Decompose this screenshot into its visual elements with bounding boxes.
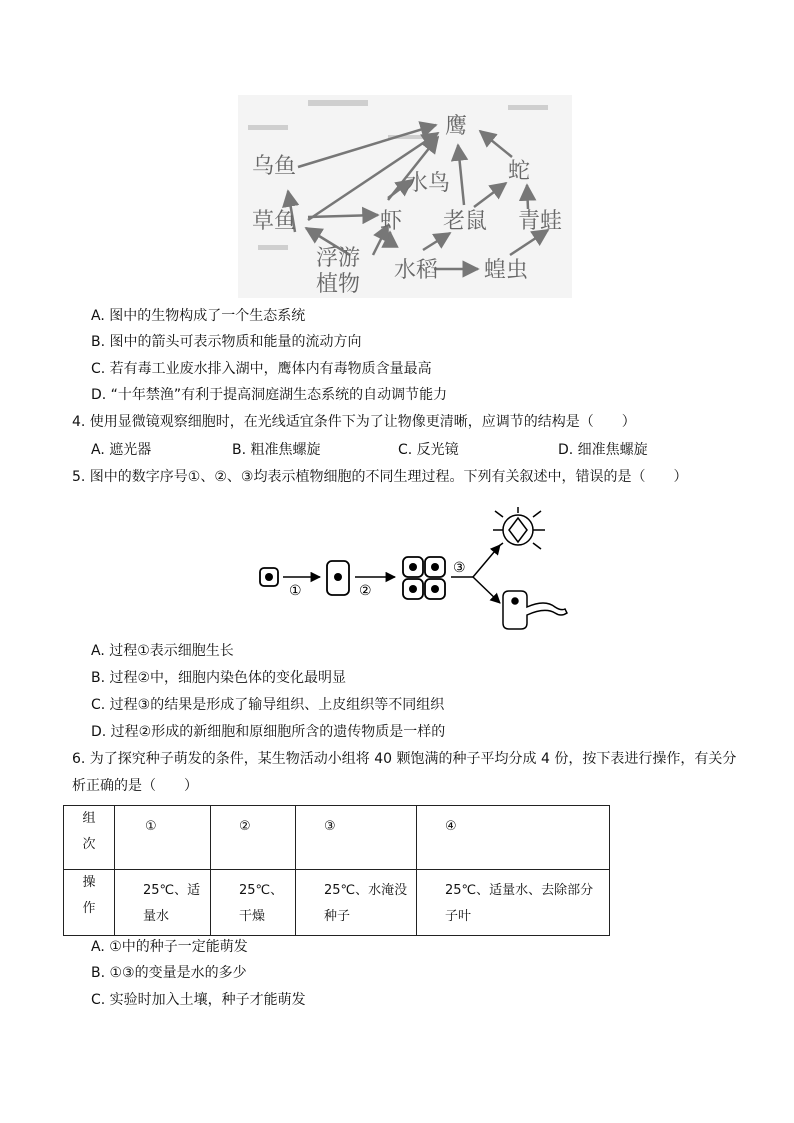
process-label-3: ③ — [453, 560, 466, 576]
experiment-table — [63, 805, 610, 936]
node-fuyou-2: 植物 — [316, 272, 361, 297]
q4-option-c: C. 反光镜 — [398, 442, 459, 458]
node-qingwa: 青蛙 — [518, 209, 563, 234]
table-header-cell: 组 次 — [64, 806, 115, 870]
table-cell: ③ — [296, 806, 417, 870]
q6-stem-line1: 6. 为了探究种子萌发的条件，某生物活动小组将 40 颗饱满的种子平均分成 4 份，按下表进行操作，有关分 — [72, 751, 737, 767]
q6-option-c: C. 实验时加入土壤，种子才能萌发 — [91, 992, 306, 1008]
q4-stem: 4. 使用显微镜观察细胞时，在光线适宜条件下为了让物像更清晰，应调节的结构是（ ） — [72, 414, 636, 430]
table-row-operations — [64, 870, 610, 936]
table-cell: 25℃、适量水、去除部分 子叶 — [417, 870, 610, 936]
q6-option-b: B. ①③的变量是水的多少 — [91, 965, 247, 981]
node-huangchong: 蝗虫 — [484, 258, 529, 283]
table-cell: ② — [211, 806, 296, 870]
node-wuyu: 乌鱼 — [252, 154, 297, 179]
node-fuyou-1: 浮游 — [316, 246, 361, 271]
table-cell: 25℃、 干燥 — [211, 870, 296, 936]
table-cell: ④ — [417, 806, 610, 870]
q3-option-d: D. “十年禁渔”有利于提高洞庭湖生态系统的自动调节能力 — [91, 387, 448, 403]
table-cell: 25℃、适 量水 — [115, 870, 211, 936]
process-label-2: ② — [359, 583, 372, 599]
q6-stem-line2: 析正确的是（ ） — [72, 778, 198, 794]
cell-process-diagram — [255, 505, 575, 635]
q3-option-a: A. 图中的生物构成了一个生态系统 — [91, 308, 306, 324]
node-she: 蛇 — [508, 159, 531, 184]
q5-option-d: D. 过程②形成的新细胞和原细胞所含的遗传物质是一样的 — [91, 724, 446, 740]
table-cell: ① — [115, 806, 211, 870]
q6-option-a: A. ①中的种子一定能萌发 — [91, 939, 248, 955]
epidermal-tissue-icon — [493, 507, 545, 549]
node-laoshu: 老鼠 — [443, 209, 488, 234]
q5-stem: 5. 图中的数字序号①、②、③均表示植物细胞的不同生理过程。下列有关叙述中，错误的是（ ） — [72, 469, 688, 485]
process-label-1: ① — [289, 583, 302, 599]
divided-cells — [403, 557, 445, 599]
node-shuiniao: 水鸟 — [406, 171, 451, 196]
q3-option-c: C. 若有毒工业废水排入湖中，鹰体内有毒物质含量最高 — [91, 361, 432, 377]
q3-option-b: B. 图中的箭头可表示物质和能量的流动方向 — [91, 334, 362, 350]
node-caoyu: 草鱼 — [252, 209, 297, 234]
q5-option-a: A. 过程①表示细胞生长 — [91, 643, 234, 659]
table-row-groups — [64, 806, 610, 870]
node-xia: 虾 — [380, 209, 403, 234]
q4-option-a: A. 遮光器 — [91, 442, 152, 458]
root-hair-cell-icon — [503, 591, 567, 629]
q5-option-c: C. 过程③的结果是形成了输导组织、上皮组织等不同组织 — [91, 697, 445, 713]
table-header-cell: 操 作 — [64, 870, 115, 936]
node-ying: 鹰 — [445, 114, 468, 139]
table-cell: 25℃、水淹没 种子 — [296, 870, 417, 936]
node-shuidao: 水稻 — [394, 258, 439, 283]
food-web-figure — [238, 95, 572, 298]
q4-option-b: B. 粗准焦螺旋 — [232, 442, 321, 458]
q4-option-d: D. 细准焦螺旋 — [558, 442, 648, 458]
q5-option-b: B. 过程②中，细胞内染色体的变化最明显 — [91, 670, 347, 686]
